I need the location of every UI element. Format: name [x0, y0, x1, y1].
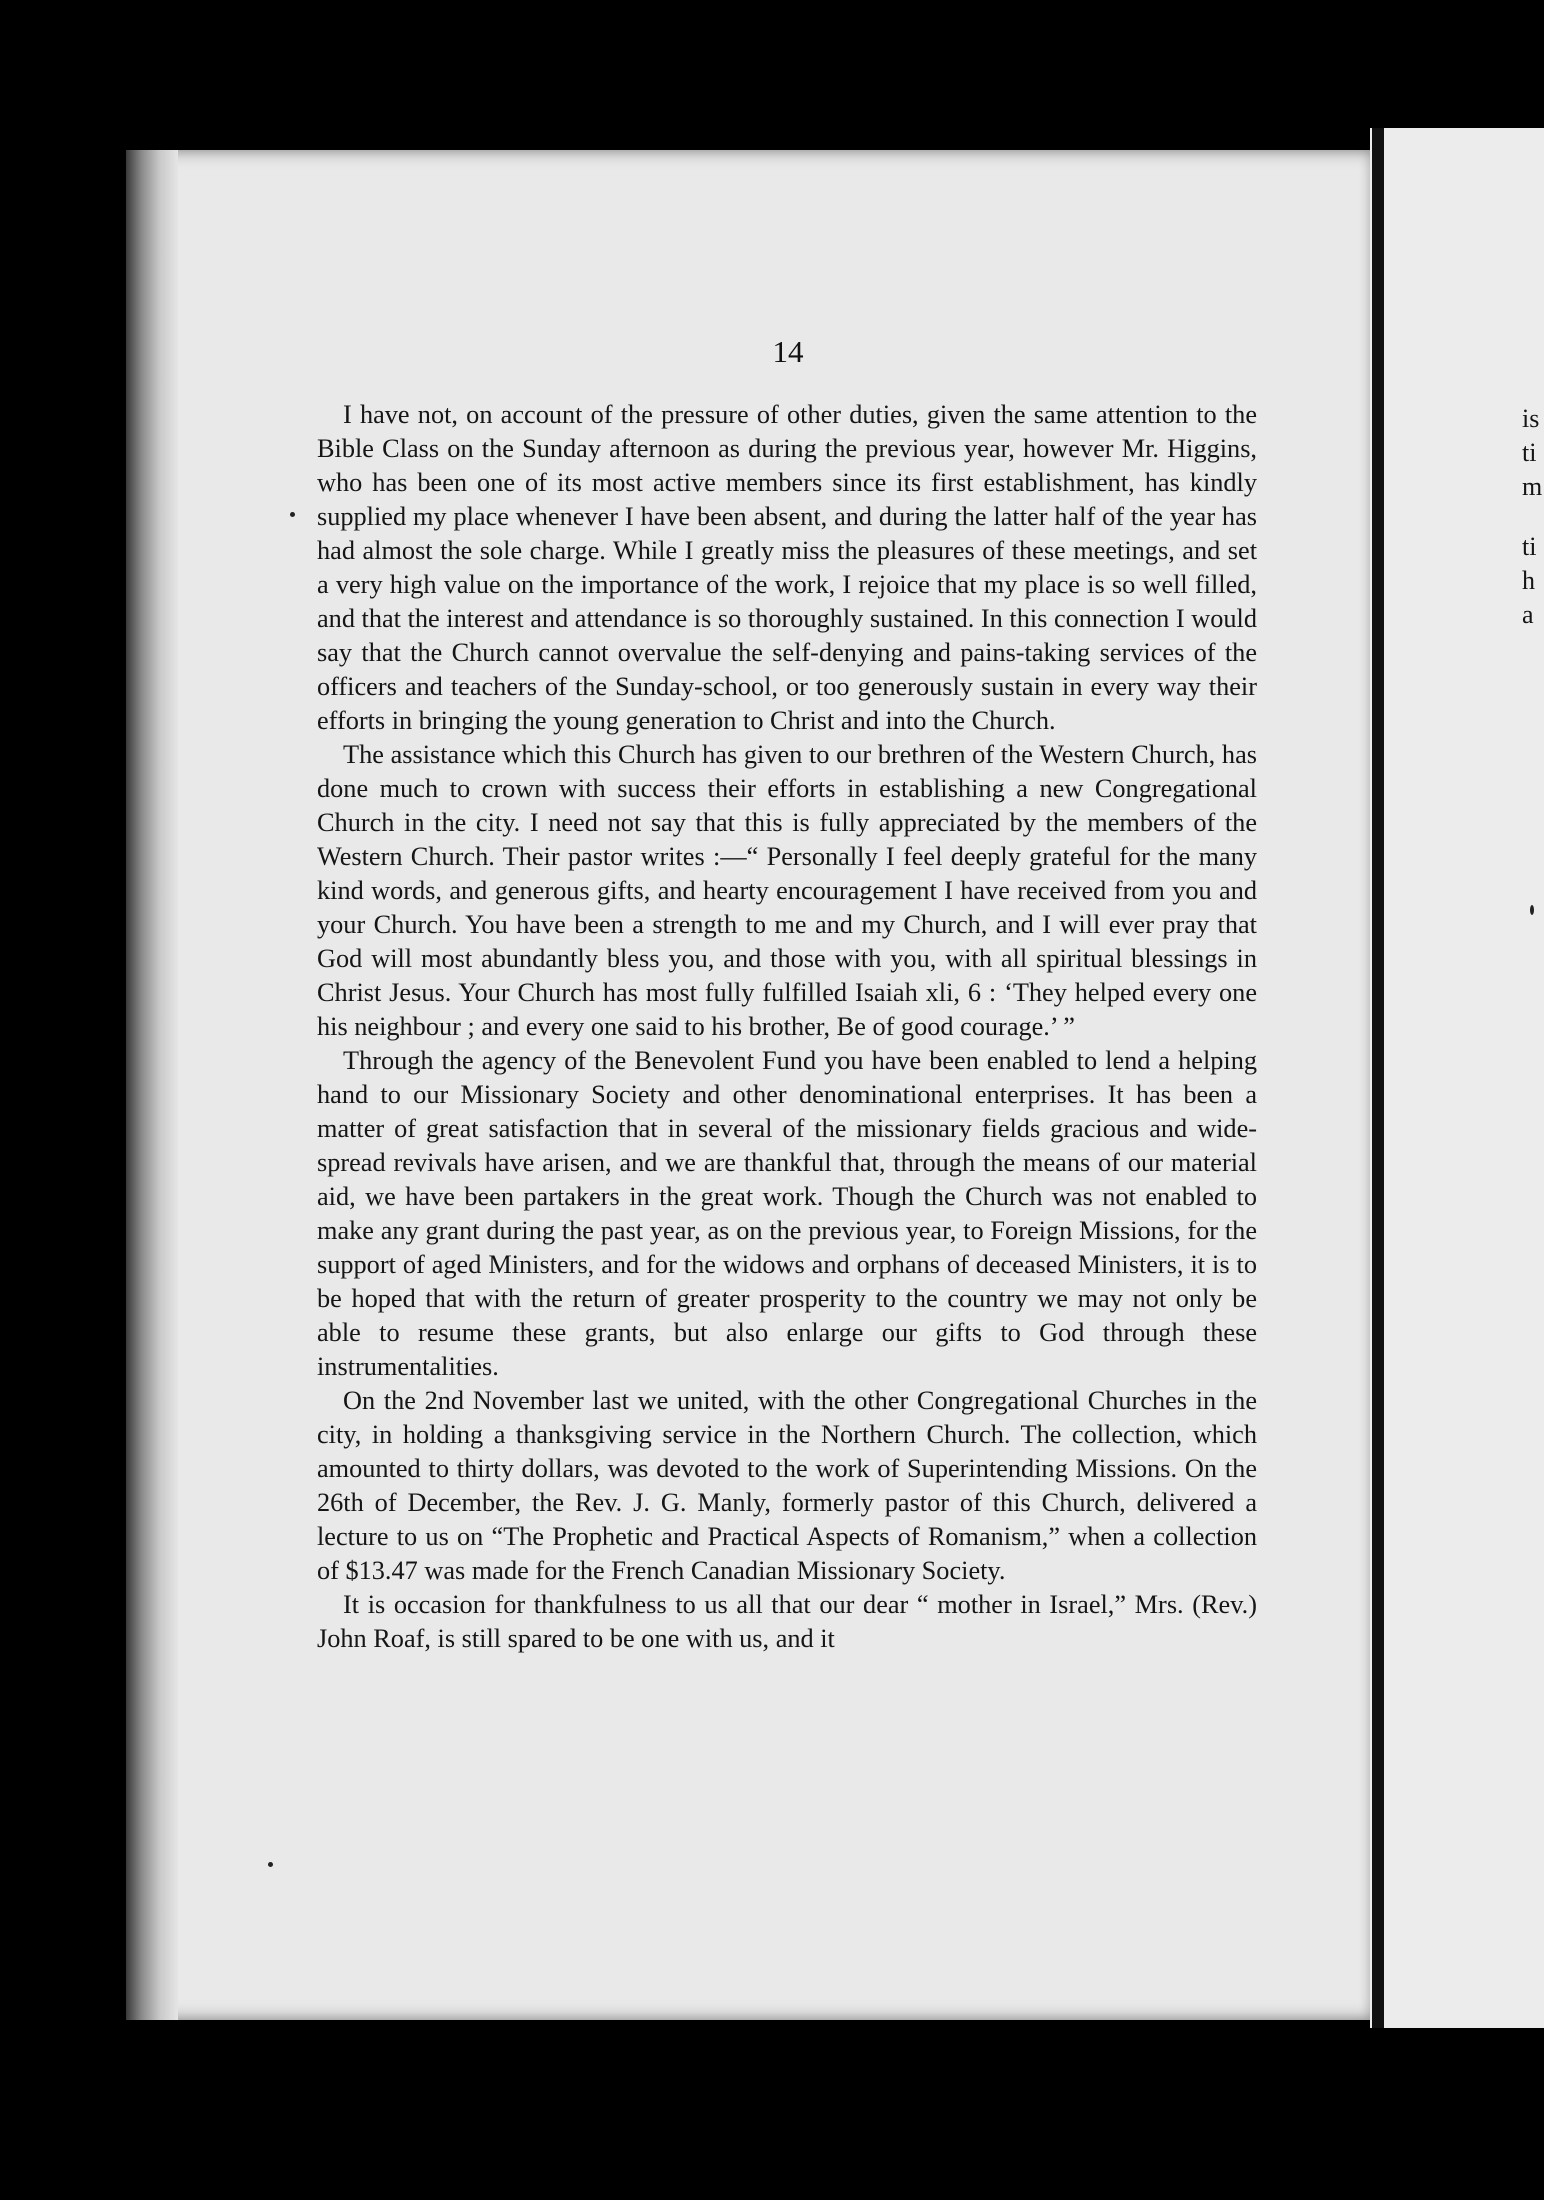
book-gutter	[1372, 128, 1384, 2028]
paragraph-bible-class: I have not, on account of the pressure of other duties, given the same attention to the Bible Class on the Sunday afternoon as during the previous year, however Mr. Higgins, who has been one of its most active members since its first establishment, has kindly supplied my place whenever I have been absent, and during the latter half of the year has had almost the sole charge. While I greatly miss the pleasures of these meetings, and set a very high value on the importance of the work, I rejoice that my place is so well filled, and that the interest and attendance is so thoroughly sustained. In this connection I would say that the Church cannot overvalue the self-denying and pains-taking services of the officers and teachers of the Sunday-school, or too generously sustain in every way their efforts in bringing the young generation to Christ and into the Church.	[317, 400, 1257, 735]
fragment-line: is	[1522, 404, 1540, 433]
paragraph-mother-in-israel: It is occasion for thankfulness to us all that our dear “ mother in Israel,” Mrs. (Rev.) John Roaf, is still spared to be one with us, and it	[317, 1590, 1257, 1653]
fragment-line: m	[1522, 472, 1543, 501]
ink-speck	[1530, 905, 1534, 915]
paragraph-thanksgiving-service: On the 2nd November last we united, with the other Congregational Churches in the city, in holding a thanksgiving service in the Northern Church. The collection, which amounted to thirty dollars, was devoted to the work of Superintending Missions. On the 26th of December, the Rev. J. G. Manly, formerly pastor of this Church, delivered a lecture to us on “The Prophetic and Practical Aspects of Romanism,” when a collection of $13.47 was made for the French Canadian Missionary Society.	[317, 1386, 1257, 1585]
fragment-line: ti	[1522, 438, 1537, 467]
fragment-line: ti	[1522, 532, 1537, 561]
ink-speck	[268, 1862, 273, 1867]
fragment-line: a	[1522, 600, 1534, 629]
fragment-line: h	[1522, 566, 1535, 595]
paragraph-western-church: The assistance which this Church has given to our brethren of the Western Church, has done much to crown with success their efforts in establishing a new Congregational Church in the city. I need not say that this is fully appreciated by the members of the Western Church. Their pastor writes :—“ Personally I feel deeply grateful for the many kind words, and generous gifts, and hearty encouragement I have received from you and your Church. You have been a strength to me and my Church, and I will ever pray that God will most abundantly bless you, and those with you, with all spiritual blessings in Christ Jesus. Your Church has most fully fulfilled Isaiah xli, 6 : ‘They helped every one his neighbour ; and every one said to his brother, Be of good courage.’ ”	[317, 740, 1257, 1041]
right-page-fragments	[1522, 402, 1542, 632]
right-page	[1370, 128, 1544, 2028]
body-text	[317, 398, 1257, 1656]
page-edge-shadow	[126, 150, 178, 2020]
ink-speck	[290, 512, 295, 517]
paragraph-benevolent-fund: Through the agency of the Benevolent Fund you have been enabled to lend a helping hand to our Missionary Society and other denominational enterprises. It has been a matter of great satisfaction that in several of the missionary fields gracious and wide-spread revivals have arisen, and we are thankful that, through the means of our material aid, we have been partakers in the great work. Though the Church was not enabled to make any grant during the past year, as on the previous year, to Foreign Missions, for the support of aged Ministers, and for the widows and orphans of deceased Ministers, it is to be hoped that with the return of greater prosperity to the country we may not only be able to resume these grants, but also enlarge our gifts to God through these instrumentalities.	[317, 1046, 1257, 1381]
page-number: 14	[772, 334, 804, 369]
